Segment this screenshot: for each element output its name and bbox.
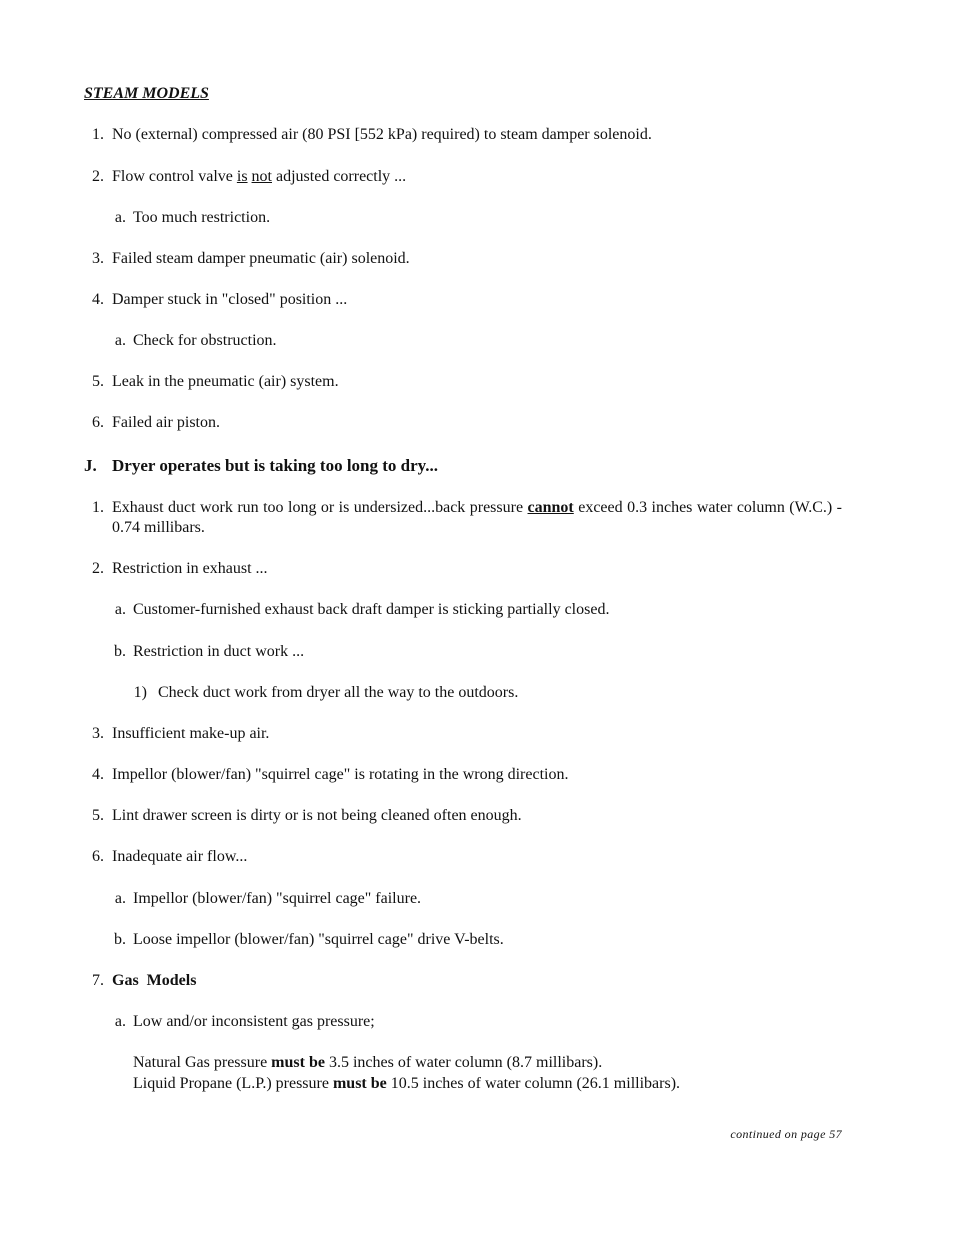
item-text: Impellor (blower/fan) "squirrel cage" failure. (133, 890, 422, 907)
item-letter: b. (114, 931, 126, 948)
item-letter: a. (114, 890, 126, 907)
item-number: 5. (92, 373, 104, 390)
item-text: Low and/or inconsistent gas pressure; (133, 1013, 375, 1030)
text-segment: Natural Gas pressure (133, 1054, 272, 1071)
item-text: Check duct work from dryer all the way to the outdoors. (158, 684, 519, 701)
item-number: 3. (92, 725, 104, 742)
item-text: Failed air piston. (112, 414, 220, 431)
item-text: Too much restriction. (133, 209, 271, 226)
item-subnumber: 1) (133, 684, 147, 701)
item-number: 5. (92, 807, 104, 824)
item-text: Impellor (blower/fan) "squirrel cage" is rotating in the wrong direction. (112, 766, 569, 783)
item-number: 3. (92, 250, 104, 267)
item-text: Customer-furnished exhaust back draft damper is sticking partially closed. (133, 601, 610, 618)
item-text: Inadequate air flow... (112, 848, 248, 865)
item-letter: a. (114, 601, 126, 618)
text-segment: Exhaust duct work run too long or is undersized...back pressure (112, 499, 528, 516)
emphasis-must-be: must be (271, 1054, 325, 1071)
item-text: Loose impellor (blower/fan) "squirrel cage" drive V-belts. (133, 931, 504, 948)
item-text (112, 498, 842, 538)
underlined-word-not: not (251, 168, 272, 185)
text-segment: Flow control valve (112, 168, 237, 185)
item-text: Damper stuck in "closed" position ... (112, 291, 348, 308)
item-letter: a. (114, 332, 126, 349)
item-text: Check for obstruction. (133, 332, 277, 349)
item-letter: a. (114, 1013, 126, 1030)
item-number: 6. (92, 414, 104, 431)
item-number: 2. (92, 560, 104, 577)
underlined-word-is: is (236, 168, 248, 185)
item-letter: a. (114, 209, 126, 226)
item-text: Restriction in duct work ... (133, 643, 305, 660)
gas-note-lp (133, 1074, 680, 1094)
item-number: 4. (92, 291, 104, 308)
text-segment: exceed 0.3 inches water column (W.C.) - 0.74 millibars. (112, 499, 843, 536)
item-number: 1. (92, 499, 104, 516)
gas-note-natural (133, 1053, 602, 1073)
item-number: 4. (92, 766, 104, 783)
item-text: Insufficient make-up air. (112, 725, 270, 742)
text-segment: 10.5 inches of water column (26.1 millibars). (386, 1075, 681, 1092)
item-text: No (external) compressed air (80 PSI [552 kPa) required) to steam damper solenoid. (112, 126, 652, 143)
text-segment: Liquid Propane (L.P.) pressure (133, 1075, 333, 1092)
item-text (112, 167, 406, 187)
item-text: Lint drawer screen is dirty or is not being cleaned often enough. (112, 807, 522, 824)
item-number: 1. (92, 126, 104, 143)
item-letter: b. (114, 643, 126, 660)
text-segment: adjusted correctly ... (272, 168, 407, 185)
section-heading-steam-models: STEAM MODELS (84, 85, 209, 102)
text-segment: 3.5 inches of water column (8.7 millibars). (324, 1054, 603, 1071)
item-number: 7. (92, 972, 104, 989)
emphasis-cannot: cannot (527, 499, 574, 516)
emphasis-must-be: must be (332, 1075, 387, 1092)
item-text: Leak in the pneumatic (air) system. (112, 373, 339, 390)
item-number: 6. (92, 848, 104, 865)
item-text: Gas Models (112, 972, 197, 989)
item-text: Failed steam damper pneumatic (air) solenoid. (112, 250, 410, 267)
item-number: 2. (92, 168, 104, 185)
continued-footer: continued on page 57 (730, 1127, 842, 1141)
item-text: Restriction in exhaust ... (112, 560, 268, 577)
section-title: Dryer operates but is taking too long to dry... (112, 456, 438, 475)
section-letter: J. (84, 456, 97, 475)
